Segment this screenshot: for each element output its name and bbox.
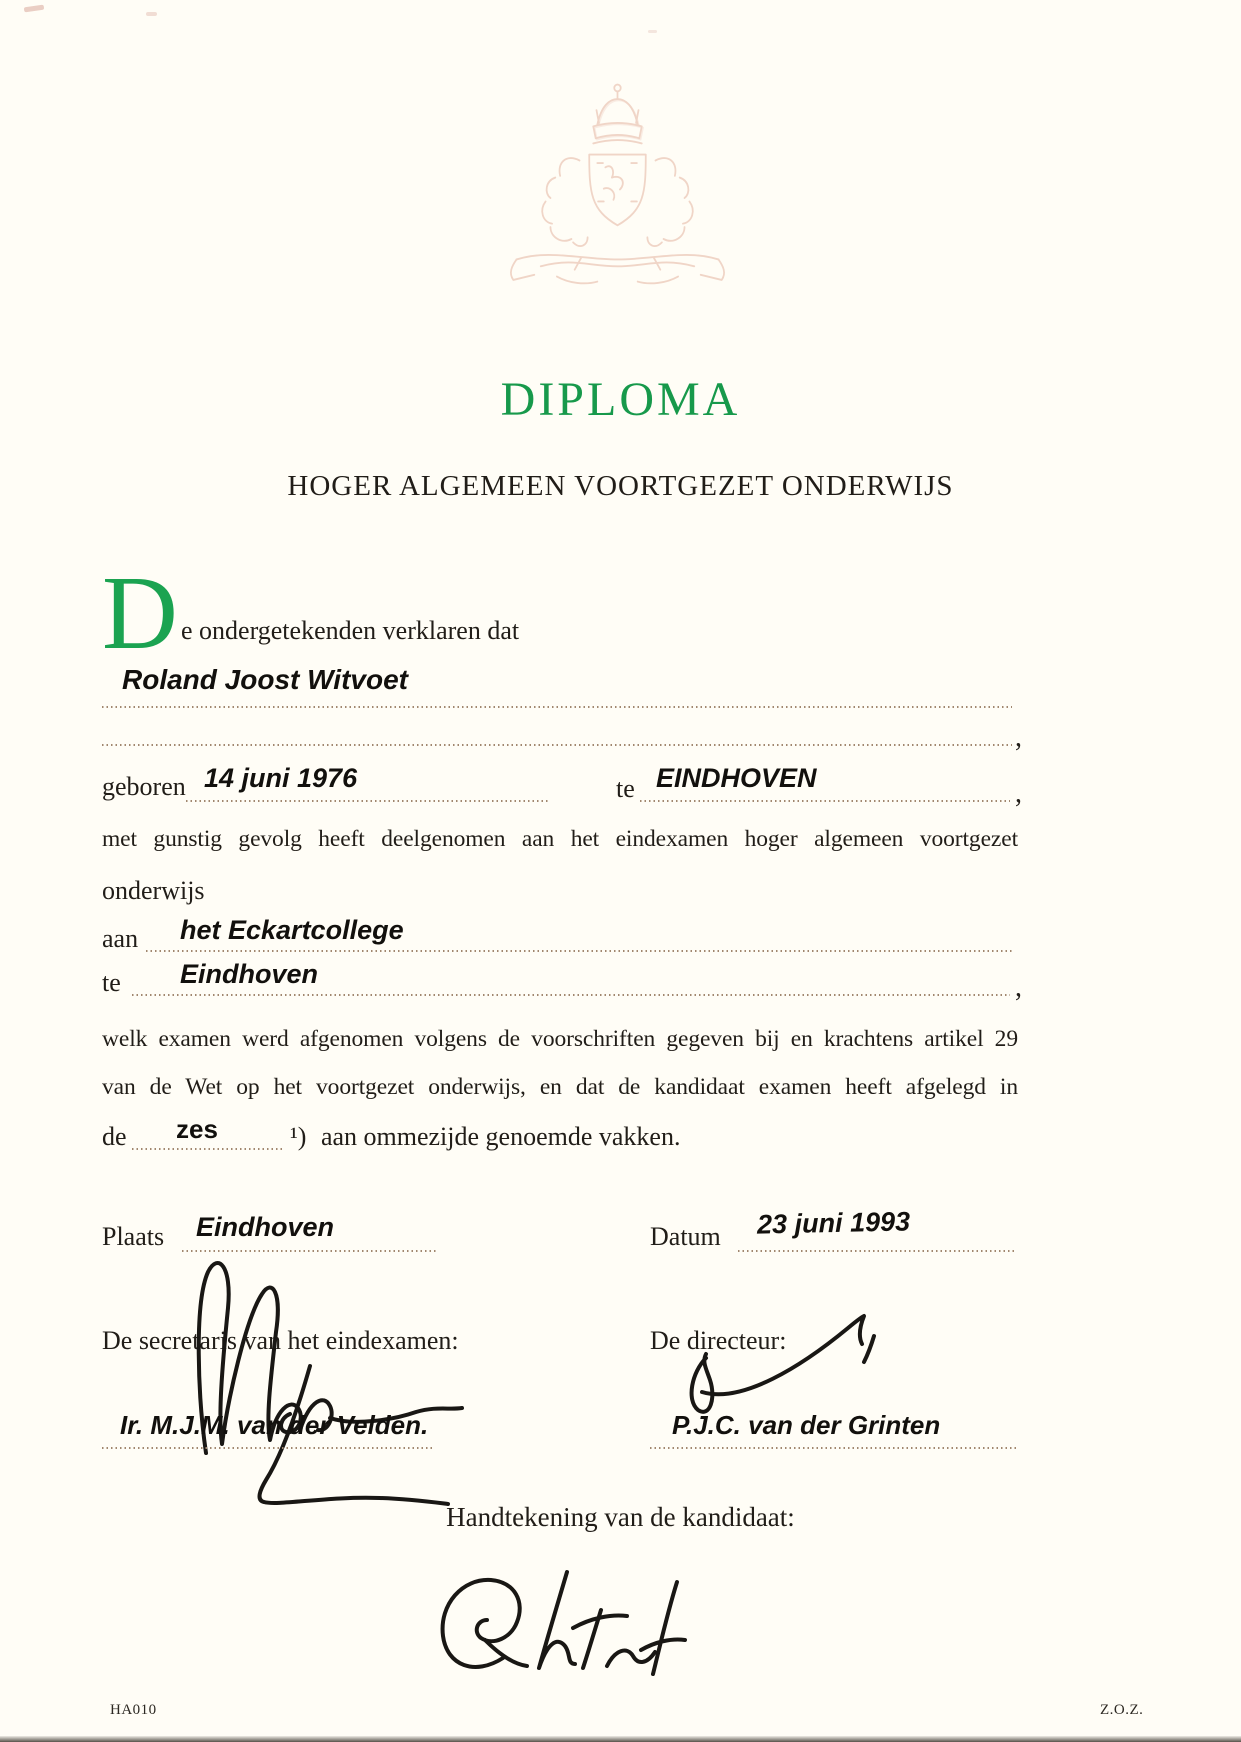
- name-dotted-line: [102, 706, 1012, 708]
- secretary-signature: [148, 1248, 483, 1523]
- te-label: te: [616, 774, 635, 803]
- scan-speck: [648, 30, 657, 33]
- crest-lion-left: [542, 158, 587, 246]
- datum-label: Datum: [650, 1222, 721, 1251]
- secretary-name-value: Ir. M.J.M. van der Velden.: [120, 1410, 429, 1440]
- blank-dotted-line: [102, 744, 1012, 746]
- zoz-code: Z.O.Z.: [1100, 1702, 1144, 1718]
- crest-ribbon: [511, 255, 724, 283]
- line-comma: ,: [1015, 972, 1022, 1003]
- director-name-value: P.J.C. van der Grinten: [672, 1410, 941, 1440]
- subject-count-dotted-line: [132, 1148, 284, 1150]
- crest-shield: [589, 140, 646, 225]
- director-dotted-line: [650, 1447, 1018, 1449]
- footnote-marker: ¹): [290, 1122, 307, 1151]
- birth-date-value: 14 juni 1976: [204, 763, 358, 793]
- exam-paragraph-line1: met gunstig gevolg heeft deelgenomen aan het eindexamen hoger algemeen voortgezet: [102, 826, 1018, 852]
- birth-date-dotted-line: [186, 800, 548, 802]
- birth-place-value: EINDHOVEN: [656, 763, 817, 793]
- secretary-dotted-line: [102, 1447, 432, 1449]
- form-code: HA010: [110, 1702, 157, 1718]
- diploma-subtitle: HOGER ALGEMEEN VOORTGEZET ONDERWIJS: [287, 470, 954, 502]
- school-value: het Eckartcollege: [180, 915, 404, 945]
- scan-speck: [24, 5, 45, 13]
- school-dotted-line: [146, 950, 1012, 952]
- secretary-label: De secretaris van het eindexamen:: [102, 1326, 459, 1355]
- scan-bottom-edge: [0, 1736, 1241, 1742]
- subject-count-value: zes: [176, 1114, 218, 1144]
- crest-lion-right: [647, 158, 692, 246]
- candidate-signature: [415, 1558, 705, 1693]
- birth-place-dotted-line: [640, 800, 1010, 802]
- de-label: de: [102, 1122, 127, 1151]
- datum-value: 23 juni 1993: [756, 1206, 911, 1240]
- plaats-value: Eindhoven: [196, 1212, 335, 1242]
- school-place-value: Eindhoven: [180, 959, 319, 989]
- director-label: De directeur:: [650, 1326, 787, 1355]
- scan-speck: [146, 12, 157, 16]
- candidate-name-value: Roland Joost Witvoet: [122, 664, 408, 695]
- datum-dotted-line: [738, 1250, 1016, 1252]
- plaats-label: Plaats: [102, 1222, 165, 1251]
- geboren-label: geboren: [102, 772, 186, 801]
- footnote-sentence: [290, 1122, 680, 1152]
- intro-text: e ondergetekenden verklaren dat: [181, 616, 520, 645]
- exam-paragraph-line2: onderwijs: [102, 876, 205, 905]
- footnote-tail: aan ommezijde genoemde vakken.: [320, 1122, 681, 1151]
- candidate-signature-label: Handtekening van de kandidaat:: [446, 1502, 795, 1532]
- royal-coat-of-arms-emblem: [460, 82, 775, 297]
- crest-crown: [593, 85, 641, 139]
- line-comma: ,: [1015, 722, 1022, 753]
- line-comma: ,: [1015, 778, 1022, 809]
- law-paragraph-line1: welk examen werd afgenomen volgens de voorschriften gegeven bij en krachtens artikel 29: [102, 1026, 1018, 1052]
- diploma-title: DIPLOMA: [500, 373, 741, 426]
- aan-label: aan: [102, 924, 139, 953]
- dropcap-d: D: [102, 554, 178, 671]
- te-label-2: te: [102, 968, 121, 997]
- school-place-dotted-line: [132, 994, 1010, 996]
- law-paragraph-line2: van de Wet op het voortgezet onderwijs, en dat de kandidaat examen heeft afgelegd in: [102, 1074, 1018, 1100]
